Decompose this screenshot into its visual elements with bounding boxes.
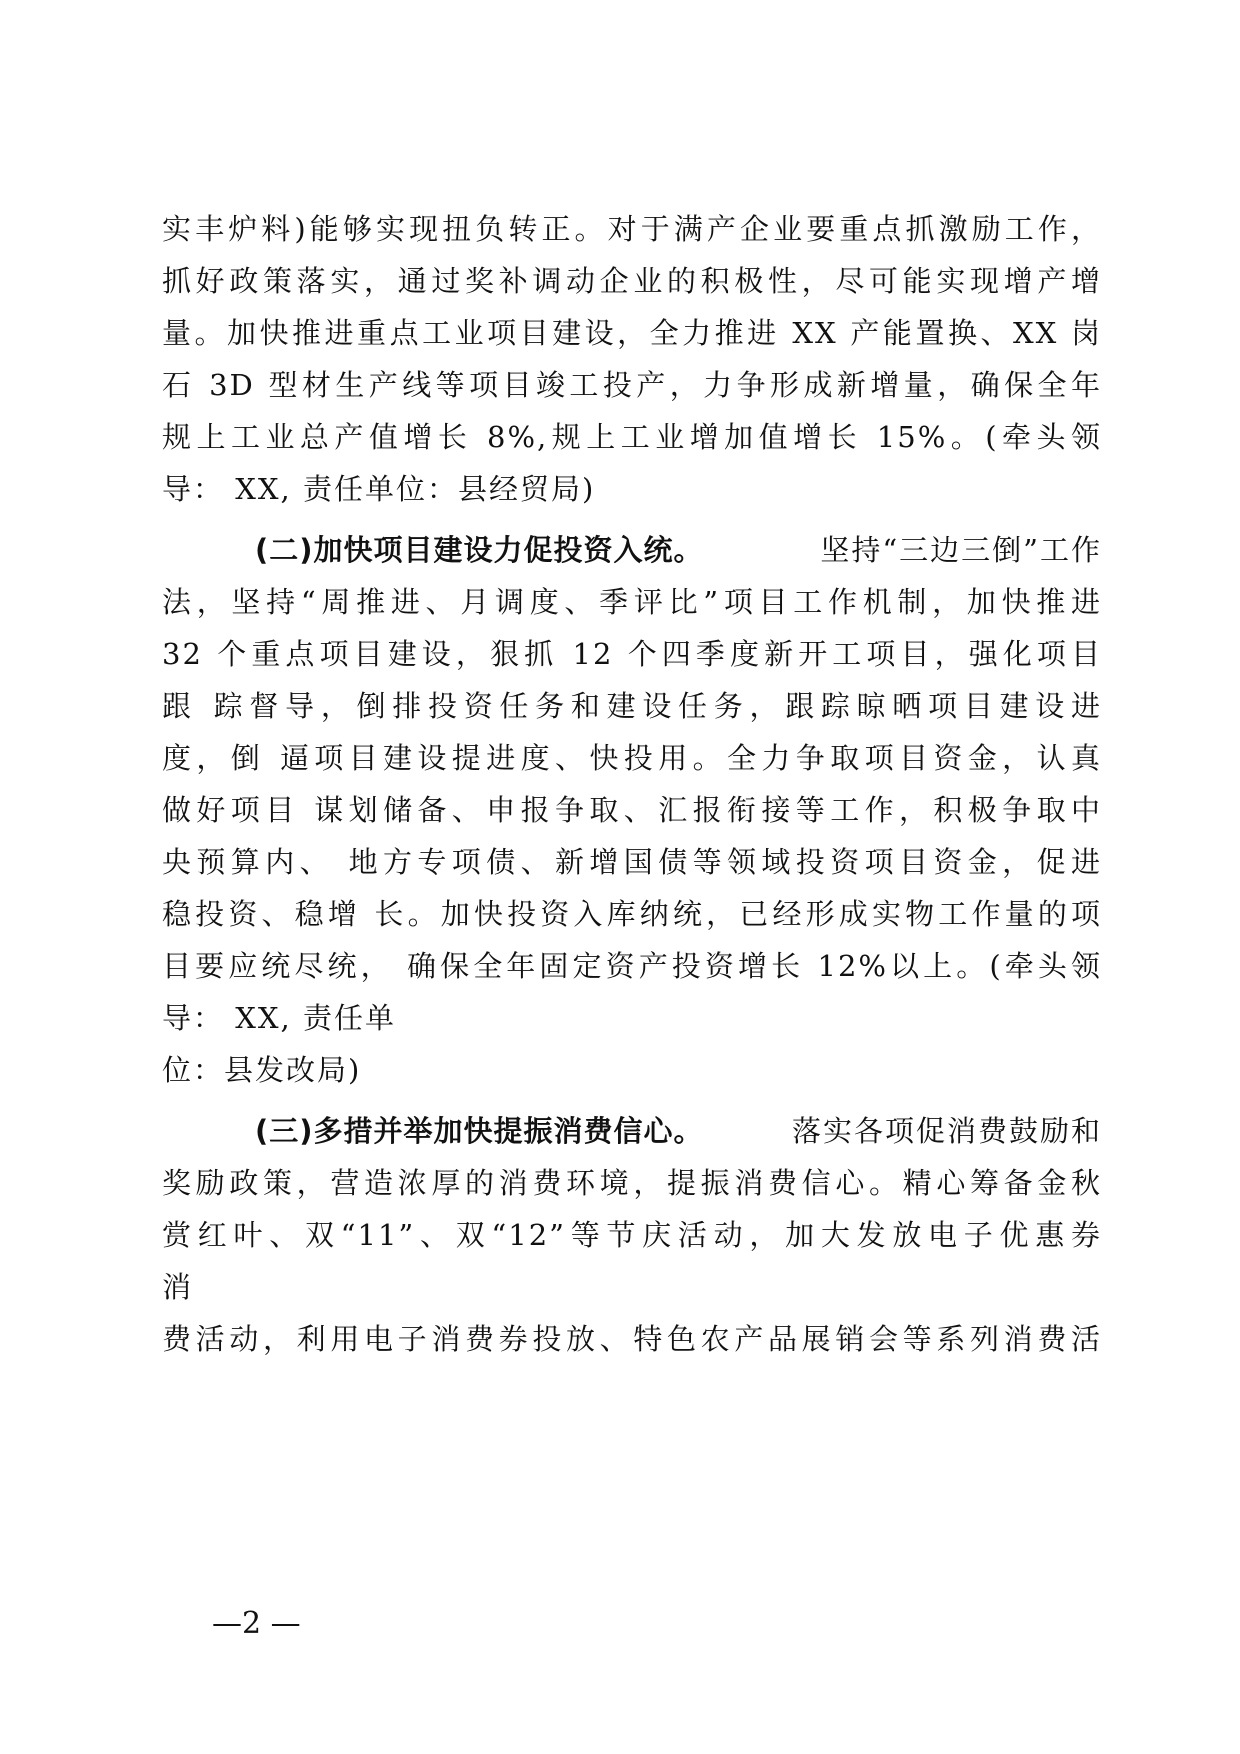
paragraph-line: 目要应统尽统， 确保全年固定资产投资增长 12%以上。(牵头领 [162,949,1102,983]
paragraph-line: 导： XX, 责任单 [162,1001,396,1035]
paragraph-line: 赏红叶、双“11”、双“12”等节庆活动，加大发放电子优惠券 [162,1218,1102,1252]
section-heading: (三)多措并举加快提振消费信心。 [255,1114,704,1148]
paragraph-line: 坚持“三边三倒”工作 [820,533,1102,567]
paragraph-line: 法，坚持“周推进、月调度、季评比”项目工作机制，加快推进 [162,585,1102,619]
section-heading: (二)加快项目建设力促投资入统。 [255,533,704,567]
paragraph-line: 规上工业总产值增长 8%,规上工业增加值增长 15%。(牵头领 [162,420,1102,454]
paragraph-line: 央预算内、 地方专项债、新增国债等领域投资项目资金，促进 [162,845,1102,879]
page-number: —2 — [212,1606,301,1641]
paragraph-line: 石 3D 型材生产线等项目竣工投产，力争形成新增量，确保全年 [162,368,1102,402]
paragraph-line: 抓好政策落实，通过奖补调动企业的积极性，尽可能实现增产增 [162,264,1102,298]
paragraph-line: 奖励政策，营造浓厚的消费环境，提振消费信心。精心筹备金秋 [162,1166,1102,1200]
paragraph-line: 位：县发改局) [162,1053,362,1087]
paragraph-line: 做好项目 谋划储备、申报争取、汇报衔接等工作，积极争取中 [162,793,1102,827]
paragraph-line: 稳投资、稳增 长。加快投资入库纳统，已经形成实物工作量的项 [162,897,1102,931]
paragraph-line: 实丰炉料)能够实现扭负转正。对于满产企业要重点抓激励工作， [162,212,1102,246]
paragraph-line: 消 [162,1270,194,1304]
paragraph-line: 费活动，利用电子消费券投放、特色农产品展销会等系列消费活 [162,1322,1102,1356]
paragraph-line: 跟 踪督导，倒排投资任务和建设任务，跟踪晾晒项目建设进 [162,689,1102,723]
paragraph-line: 度，倒 逼项目建设提进度、快投用。全力争取项目资金，认真 [162,741,1102,775]
paragraph-line: 导： XX, 责任单位：县经贸局) [162,472,596,506]
paragraph-line: 32 个重点项目建设，狠抓 12 个四季度新开工项目，强化项目 [162,637,1102,671]
section-heading-line [255,530,1102,570]
section-heading-line [255,1111,1102,1151]
paragraph-line: 量。加快推进重点工业项目建设，全力推进 XX 产能置换、XX 岗 [162,316,1102,350]
paragraph-line: 落实各项促消费鼓励和 [791,1114,1102,1148]
